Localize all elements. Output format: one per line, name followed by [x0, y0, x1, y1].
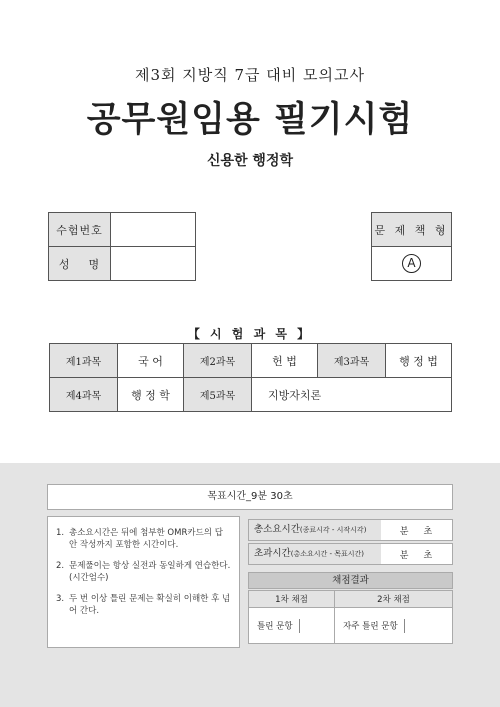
booklet-type-table	[371, 212, 452, 281]
subject-value: 헌 법	[252, 344, 318, 378]
grading-table	[248, 590, 453, 644]
subjects-row	[50, 378, 452, 412]
subject-value: 행 정 학	[118, 378, 184, 412]
candidate-id-table	[48, 212, 196, 281]
subject-label: 제1과목	[50, 344, 118, 378]
subject-title: 신용한 행정학	[206, 153, 294, 169]
note-number: 3.	[56, 594, 65, 604]
over-time-row	[248, 543, 453, 565]
note-number: 2.	[56, 561, 65, 571]
note-text: 문제풀이는 항상 실전과 동일하게 연습한다. (시간엄수)	[69, 561, 231, 583]
grading-heading: 채점결과	[248, 572, 453, 589]
note-text: 총소요시간은 뒤에 첨부한 OMR카드의 답안 작성까지 포함한 시간이다.	[69, 528, 223, 550]
subject-label: 제4과목	[50, 378, 118, 412]
booklet-type-cell	[372, 247, 452, 281]
exam-number-field[interactable]	[111, 213, 196, 247]
subject-label: 제5과목	[184, 378, 252, 412]
total-time-field[interactable]: 분 초	[399, 526, 434, 537]
booklet-type-label: 문 제 책 형	[372, 213, 452, 247]
note-item	[56, 527, 231, 551]
over-time-field[interactable]: 분 초	[399, 550, 434, 561]
total-time-label: 총소요시간(종료시각 - 시작시각)	[249, 520, 381, 540]
subject-value: 행 정 법	[386, 344, 452, 378]
over-time-label: 초과시간(총소요시간 - 목표시간)	[249, 544, 381, 564]
note-item	[56, 593, 231, 617]
page-title: 공무원임용 필기시험	[86, 99, 414, 140]
booklet-type-badge: A	[402, 254, 421, 273]
often-wrong-field[interactable]: 자주 틀린 문항	[335, 608, 453, 644]
exam-number-label: 수험번호	[49, 213, 111, 247]
target-time: 목표시간_9분 30초	[47, 484, 453, 510]
divider	[404, 619, 405, 633]
note-item	[56, 560, 231, 584]
subject-value: 지방자치론	[252, 378, 452, 412]
subject-label: 제3과목	[318, 344, 386, 378]
first-grading-label: 1차 채점	[249, 591, 335, 608]
subjects-table	[49, 343, 452, 412]
notes-box	[47, 516, 240, 648]
subject-value: 국 어	[118, 344, 184, 378]
note-text: 두 번 이상 틀린 문제는 확실히 이해한 후 넘어 간다.	[69, 594, 231, 616]
note-number: 1.	[56, 528, 65, 538]
second-grading-label: 2차 채점	[335, 591, 453, 608]
total-time-row	[248, 519, 453, 541]
name-field[interactable]	[111, 247, 196, 281]
divider	[299, 619, 300, 633]
over-time-sublabel: (총소요시간 - 목표시간)	[290, 550, 365, 558]
name-label: 성 명	[49, 247, 111, 281]
subjects-heading: 【 시 험 과 목 】	[187, 327, 313, 341]
wrong-answers-field[interactable]: 틀린 문항	[249, 608, 335, 644]
subject-label: 제2과목	[184, 344, 252, 378]
exam-round: 제3회 지방직 7급 대비 모의고사	[134, 66, 366, 84]
subjects-row	[50, 344, 452, 378]
total-time-sublabel: (종료시각 - 시작시각)	[299, 526, 367, 534]
